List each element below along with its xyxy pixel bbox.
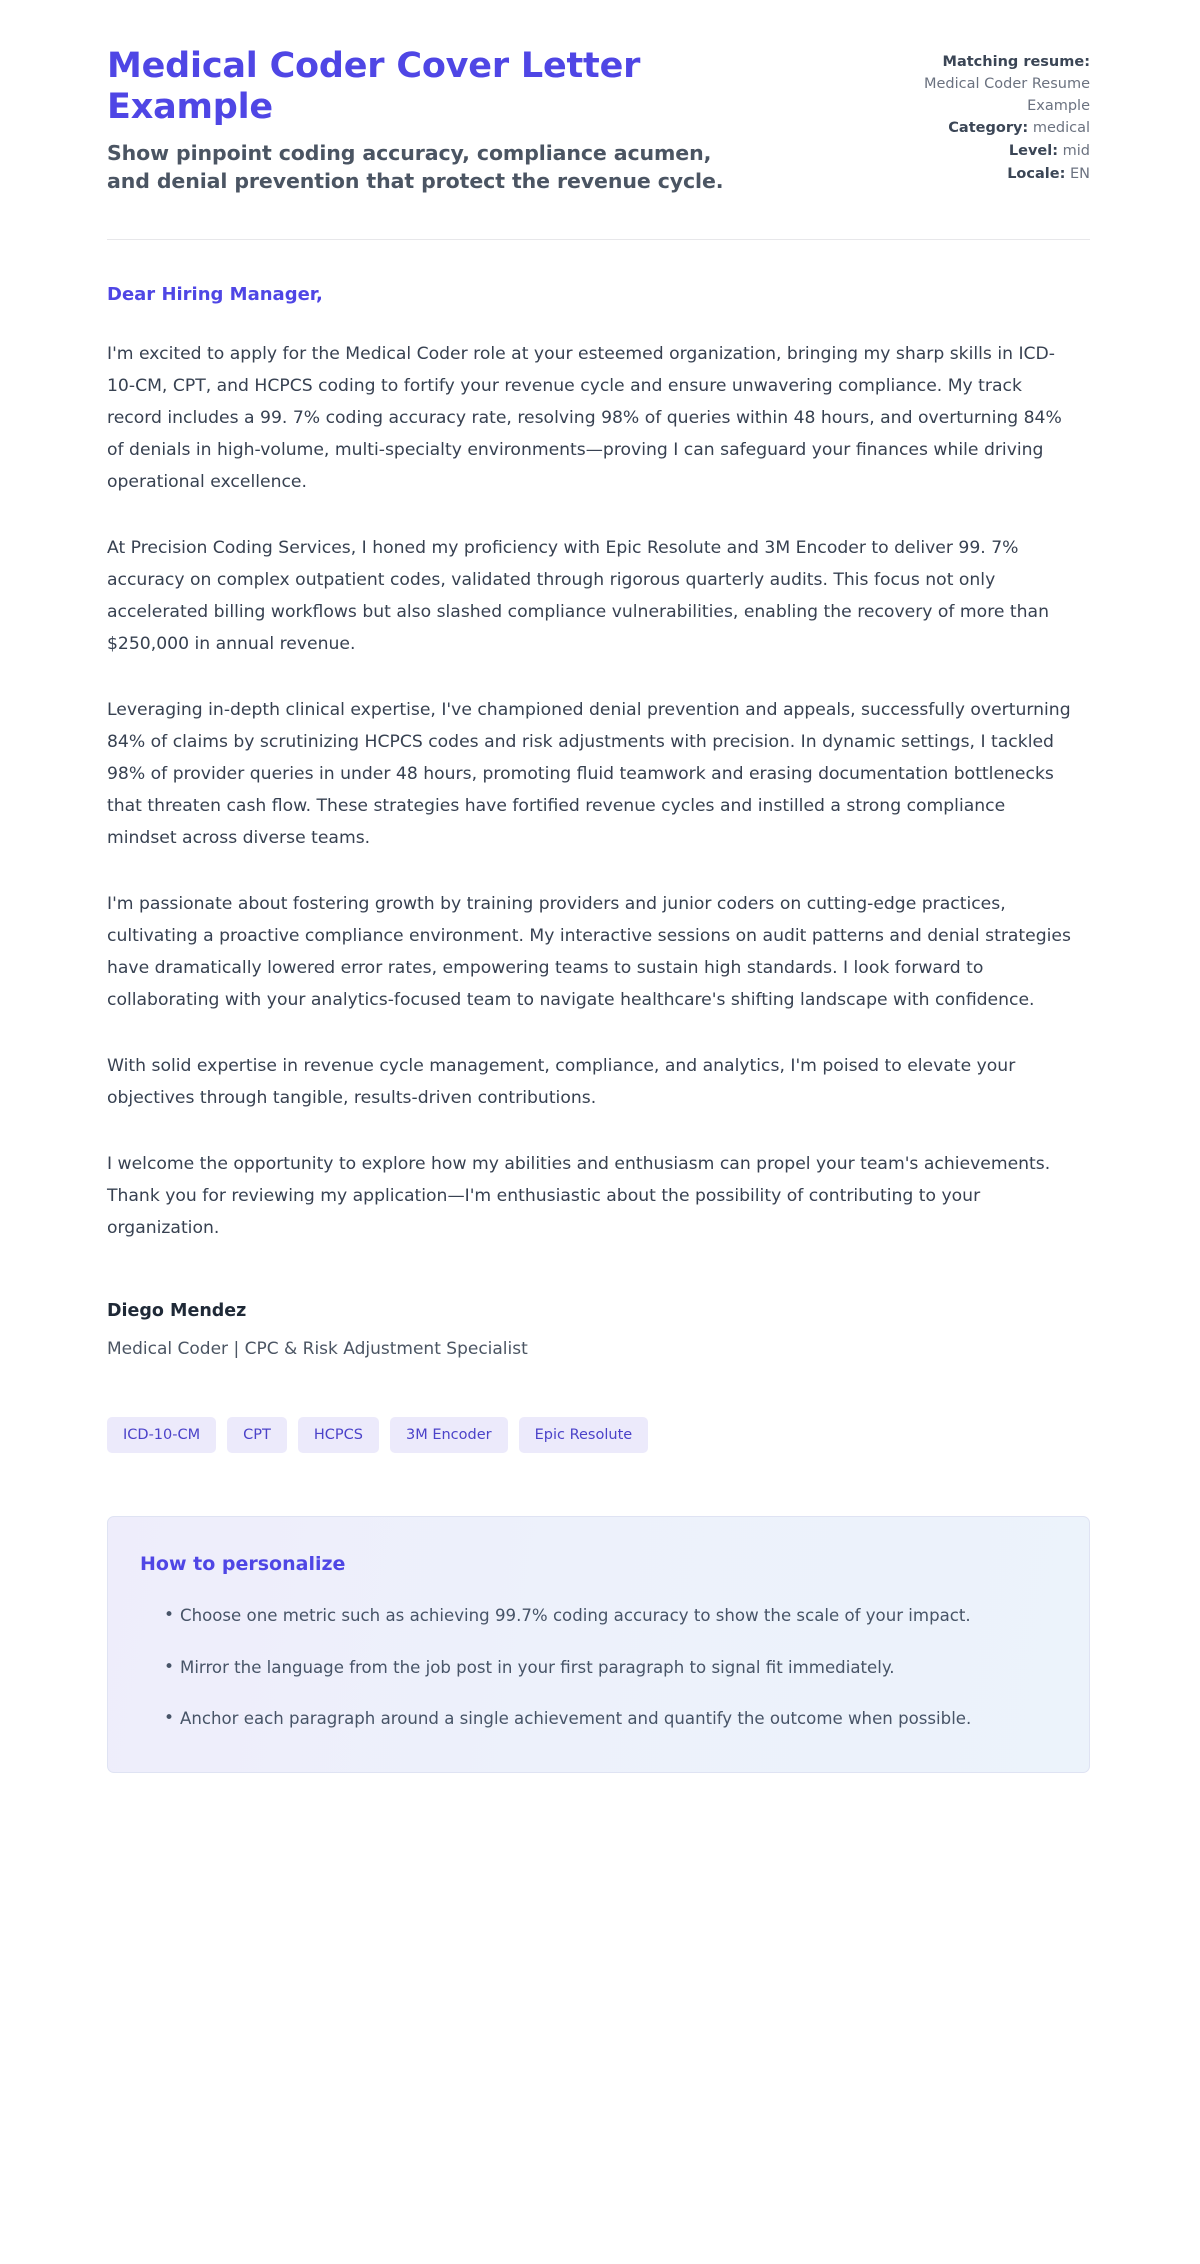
- meta-matching-resume: [875, 52, 1090, 117]
- page-subtitle: Show pinpoint coding accuracy, compliance acumen, and denial prevention that protect the revenue cycle.: [107, 140, 724, 193]
- skill-chip-list: [107, 1417, 1090, 1454]
- letter-paragraph: With solid expertise in revenue cycle management, compliance, and analytics, I'm poised to elevate your objectives through tangible, results-driven contributions.: [107, 1055, 1016, 1108]
- meta-locale-value: EN: [1069, 165, 1090, 182]
- signature-title: Medical Coder | CPC & Risk Adjustment Specialist: [107, 1338, 528, 1359]
- meta-matching-resume-label: Matching resume:: [942, 54, 1090, 70]
- skill-chip[interactable]: HCPCS: [298, 1417, 379, 1454]
- letter-paragraph: I welcome the opportunity to explore how my abilities and enthusiasm can propel your team's achievements. Thank you for reviewing my application—I'm enthusiastic about the possibility of contributing to your organization.: [107, 1153, 1051, 1238]
- skill-chip[interactable]: Epic Resolute: [519, 1417, 649, 1454]
- signature-block: [107, 1301, 1090, 1359]
- meta-locale-label: Locale:: [1007, 165, 1066, 182]
- header-text-group: [107, 46, 747, 195]
- callout-tip-item: • Anchor each paragraph around a single achievement and quantify the outcome when possible.: [164, 1704, 1049, 1734]
- letter-paragraph: At Precision Coding Services, I honed my proficiency with Epic Resolute and 3M Encoder to deliver 99. 7% accuracy on complex outpatient codes, validated through rigorous quarterly audits. This focus not only accelerated billing workflows but also slashed compliance vulnerabilities, enabling the recovery of more than $250,000 in annual revenue.: [107, 538, 1049, 655]
- callout-title: How to personalize: [140, 1553, 346, 1576]
- salutation: Dear Hiring Manager,: [107, 284, 323, 306]
- document-metadata: [875, 46, 1090, 187]
- letter-paragraph: I'm passionate about fostering growth by training providers and junior coders on cutting-edge practices, cultivating a proactive compliance environment. My interactive sessions on audit patterns and denial strategies have dramatically lowered error rates, empowering teams to sustain high standards. I look forward to collaborating with your analytics-focused team to navigate healthcare's shifting landscape with confidence.: [107, 893, 1071, 1010]
- callout-tip-item: • Mirror the language from the job post in your first paragraph to signal fit immediately.: [164, 1653, 1049, 1683]
- cover-letter-body: [107, 240, 1090, 1245]
- meta-category-value: medical: [1032, 120, 1090, 137]
- meta-level: [875, 141, 1090, 163]
- page-title: Medical Coder Cover Letter Example: [107, 46, 641, 128]
- signature-name: Diego Mendez: [107, 1300, 247, 1321]
- page-header: [107, 46, 1090, 195]
- letter-paragraph: Leveraging in-depth clinical expertise, I've championed denial prevention and appeals, successfully overturning 84% of claims by scrutinizing HCPCS codes and risk adjustments with precision. In dynamic settings, I tackled 98% of provider queries in under 48 hours, promoting fluid teamwork and erasing documentation bottlenecks that threaten cash flow. These strategies have fortified revenue cycles and instilled a strong compliance mindset across diverse teams.: [107, 700, 1071, 848]
- meta-category: [875, 118, 1090, 140]
- meta-locale: [875, 164, 1090, 186]
- skill-chip[interactable]: CPT: [227, 1417, 287, 1454]
- meta-matching-resume-value[interactable]: Medical Coder Resume Example: [924, 75, 1090, 114]
- personalize-callout: [107, 1516, 1090, 1773]
- meta-level-label: Level:: [1008, 143, 1059, 159]
- letter-paragraph: I'm excited to apply for the Medical Coder role at your esteemed organization, bringing my sharp skills in ICD-10-CM, CPT, and HCPCS coding to fortify your revenue cycle and ensure unwavering compliance. My track record includes a 99. 7% coding accuracy rate, resolving 98% of queries within 48 hours, and overturning 84% of denials in high-volume, multi-specialty environments—proving I can safeguard your finances while driving operational excellence.: [107, 344, 1062, 493]
- meta-category-label: Category:: [948, 120, 1029, 137]
- skill-chip[interactable]: ICD-10-CM: [107, 1417, 216, 1454]
- callout-tip-item: • Choose one metric such as achieving 99.7% coding accuracy to show the scale of your impact.: [164, 1601, 1049, 1631]
- callout-tip-list: [140, 1601, 1049, 1734]
- meta-level-value: mid: [1062, 143, 1090, 159]
- skill-chip[interactable]: 3M Encoder: [390, 1417, 508, 1454]
